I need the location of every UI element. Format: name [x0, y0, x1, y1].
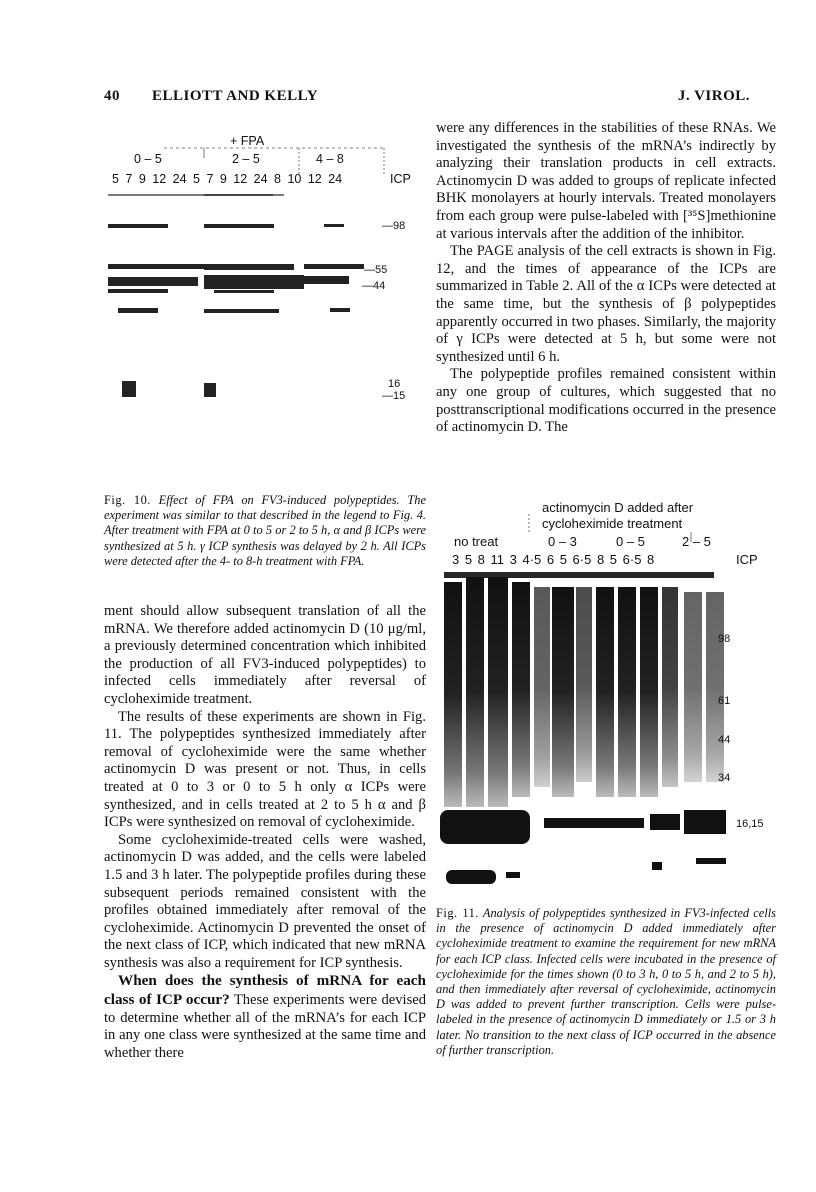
running-authors: ELLIOTT AND KELLY [152, 88, 319, 104]
paragraph: Some cycloheximide-treated cells were washed, actinomycin D was added, and the cells were labeled 1.5 and 3 h later. The polypeptide profiles during these subsequent periods remained consistent with the profiles obtained immediately after removal of the cycloheximide. Actinomycin D prevented the onset of the next class of ICP, which indicated that new mRNA synthesis was also a requirement for ICP synthesis. [104, 831, 426, 971]
paragraph: were any differences in the stabilities of these RNAs. We investigated the synthesis of the mRNA’s indirectly by analyzing their translation products in cell extracts. Actinomycin D was added to groups of replicate infected BHK monolayers at hourly intervals. Treated monolayers from each group were pulse-labeled with [³⁵S]methionine at various intervals after the addition of the inhibitor. [436, 120, 776, 242]
journal-name: J. VIROL. [677, 88, 750, 104]
caption-text: Analysis of polypeptides synthesized in FV3-infected cells in the presence of actinomycin D added immediately after cycloheximide treatment to examine the requirement for new mRNA for each ICP class. Infected cells were incubated in the presence of cycloheximide for the times shown (0 to 3 h, 0 to 5 h, and 2 to 5 h), and then immediately after reversal of cycloheximide, actinomycin D was added to prevent further transcription. Cells were pulse-labeled in the presence of actinomycin D immediately or 1.5 or 3 h later. No transition to the next class of ICP occurred in the absence of further transcription. [436, 906, 776, 1057]
fig11-marker: 98 [718, 633, 731, 645]
fig11-marker: 16,15 [736, 818, 764, 830]
figure-10-gel [104, 132, 426, 432]
caption-text: Effect of FPA on FV3-induced polypeptides. The experiment was similar to that described in the legend to Fig. 4. After treatment with FPA at 0 to 5 or 2 to 5 h, α and β ICPs were synthesized at 5 h. γ ICP synthesis was delayed by 2 h. All ICPs were detected after the 4- to 8-h treatment with FPA. [104, 493, 426, 568]
fig11-title-line2: cycloheximide treatment [542, 516, 683, 531]
fig10-marker: —44 [362, 280, 386, 292]
figure-10-caption [104, 493, 426, 569]
figure-11-gel [436, 492, 776, 897]
fig11-group-label: 0 – 5 [616, 534, 645, 549]
figure-11-caption [436, 906, 776, 1058]
fig10-treatment-label: + FPA [230, 134, 265, 148]
fig11-title-line1: actinomycin D added after [542, 500, 694, 515]
paragraph: The polypeptide profiles remained consistent within any one group of cultures, which suggested that no posttranscriptional modifications occurred in the presence of actinomycin D. The [436, 366, 776, 436]
fig11-group-label: 2 – 5 [682, 534, 711, 549]
paragraph: The results of these experiments are shown in Fig. 11. The polypeptides synthesized immediately after removal of cycloheximide were the same whether actinomycin D was present or not. Thus, in cells treated at 0 to 3 or 0 to 5 h only α ICPs were synthesized, and in cells treated at 2 to 5 h α and β ICPs were synthesized on removal of cycloheximide. [104, 708, 426, 831]
fig11-group-label: no treat [454, 534, 499, 549]
left-column-text [104, 603, 426, 1062]
fig11-group-label: 0 – 3 [548, 534, 577, 549]
fig11-lane-labels: 3 5 8 11 3 4·5 6 5 6·5 8 5 6·5 8 [452, 552, 655, 567]
fig11-marker: 44 [718, 734, 731, 746]
page-header [104, 88, 750, 110]
fig10-marker: —15 [382, 390, 406, 402]
section-heading: When does the synthesis of mRNA for each class of ICP occur? [104, 972, 426, 1009]
fig10-marker: 16 [388, 378, 401, 390]
caption-lead: Fig. 11. [436, 906, 479, 920]
fig10-icp-label: ICP [390, 172, 411, 186]
fig10-group-label: 2 – 5 [232, 152, 260, 166]
fig11-icp-label: ICP [736, 552, 758, 567]
paragraph: The PAGE analysis of the cell extracts is shown in Fig. 12, and the times of appearance of the ICPs are summarized in Table 2. All of the α ICPs were detected at the same time, but the synthesis of β polypeptides apparently occurred in two phases. Similarly, the majority of γ ICPs were detected at 5 h, but some were not synthesized until 6 h. [436, 243, 776, 365]
page-number: 40 [104, 88, 120, 104]
fig10-lane-labels: 5 7 9 12 24 5 7 9 12 24 8 10 12 24 [112, 172, 343, 186]
fig10-marker: —55 [364, 264, 388, 276]
right-column-text [436, 120, 776, 437]
caption-lead: Fig. 10. [104, 493, 151, 507]
paragraph: These experiments were devised to determine whether all of the mRNA’s for each ICP in any one class were synthesized at the same time and whether there [104, 992, 427, 1061]
paragraph: ment should allow subsequent translation of all the mRNA. We therefore added actinomycin D (10 μg/ml, a previously determined concentration which inhibited the production of all FV3-induced polypeptides) to infected cells immediately after reversal of cycloheximide treatment. [104, 603, 426, 707]
fig10-marker: —98 [382, 220, 406, 232]
fig10-group-label: 4 – 8 [316, 152, 344, 166]
fig11-marker: 34 [718, 772, 731, 784]
fig10-group-label: 0 – 5 [134, 152, 162, 166]
fig11-marker: 61 [718, 695, 731, 707]
